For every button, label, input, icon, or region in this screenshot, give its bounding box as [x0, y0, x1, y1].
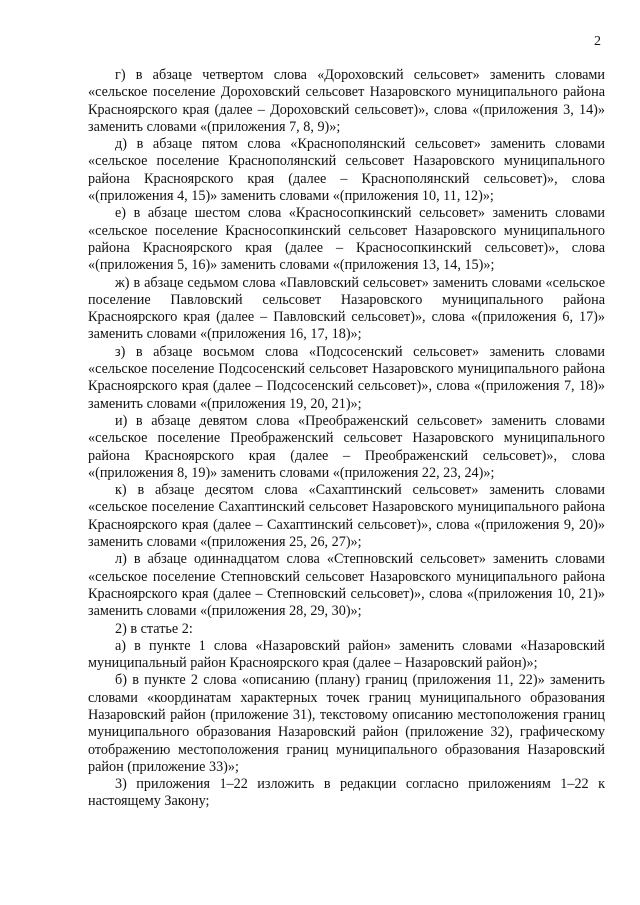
paragraph-item-3: 3) приложения 1–22 изложить в редакции согласно приложениям 1–22 к настоящему Закону; [88, 776, 605, 810]
paragraph-z: з) в абзаце восьмом слова «Подсосенский сельсовет» заменить словами «сельское поселение Подсосенский сельсовет Назаровского муниципального района Красноярского края (далее – Подсосенский сельсовет)», слова «(приложения 7, 18)» заменить словами «(приложения 19, 20, 21)»; [88, 343, 605, 412]
paragraph-d: д) в абзаце пятом слова «Краснополянский сельсовет» заменить словами «сельское поселение Краснополянский сельсовет Назаровского муниципального района Красноярского края (далее – Краснополянский сельсовет)», слова «(приложения 4, 15)» заменить словами «(приложения 10, 11, 12)»; [88, 136, 605, 205]
paragraph-l: л) в абзаце одиннадцатом слова «Степновский сельсовет» заменить словами «сельское поселение Степновский сельсовет Назаровского муниципального района Красноярского края (далее – Степновский сельсовет)», слова «(приложения 10, 21)» заменить словами «(приложения 28, 29, 30)»; [88, 551, 605, 620]
paragraph-e: е) в абзаце шестом слова «Красносопкинский сельсовет» заменить словами «сельское поселение Красносопкинский сельсовет Назаровского муниципального района Красноярского края (далее – Красносопкинский сельсовет)», слова «(приложения 5, 16)» заменить словами «(приложения 13, 14, 15)»; [88, 205, 605, 274]
paragraph-b: б) в пункте 2 слова «описанию (плану) границ (приложения 11, 22)» заменить словами «координатам характерных точек границ муниципального образования Назаровский район (приложение 31), текстовому описанию местоположения границ муниципального образования Назаровский район (приложение 32), графическому отображению местоположения границ муниципального образования Назаровский район (приложение 33)»; [88, 672, 605, 775]
paragraph-g: г) в абзаце четвертом слова «Дороховский сельсовет» заменить словами «сельское поселение Дороховский сельсовет Назаровского муниципального района Красноярского края (далее – Дороховский сельсовет)», слова «(приложения 3, 14)» заменить словами «(приложения 7, 8, 9)»; [88, 67, 605, 135]
paragraph-zh: ж) в абзаце седьмом слова «Павловский сельсовет» заменить словами «сельское поселение Павловский сельсовет Назаровского муниципального района Красноярского края (далее – Павловский сельсовет)», слова «(приложения 6, 17)» заменить словами «(приложения 16, 17, 18)»; [88, 274, 605, 343]
paragraph-i: и) в абзаце девятом слова «Преображенский сельсовет» заменить словами «сельское поселение Преображенский сельсовет Назаровского муниципального района Красноярского края (далее – Преображенский сельсовет)», слова «(приложения 8, 19)» заменить словами «(приложения 22, 23, 24)»; [88, 412, 605, 481]
paragraph-a: а) в пункте 1 слова «Назаровский район» заменить словами «Назаровский муниципальный район Красноярского края (далее – Назаровский район)»; [88, 637, 605, 672]
paragraph-article-2-heading: 2) в статье 2: [115, 620, 193, 637]
document-body [88, 67, 605, 811]
page-number: 2 [594, 34, 601, 49]
paragraph-k: к) в абзаце десятом слова «Сахаптинский сельсовет» заменить словами «сельское поселение Сахаптинский сельсовет Назаровского муниципального района Красноярского края (далее – Сахаптинский сельсовет)», слова «(приложения 9, 20)» заменить словами «(приложения 25, 26, 27)»; [88, 482, 605, 551]
